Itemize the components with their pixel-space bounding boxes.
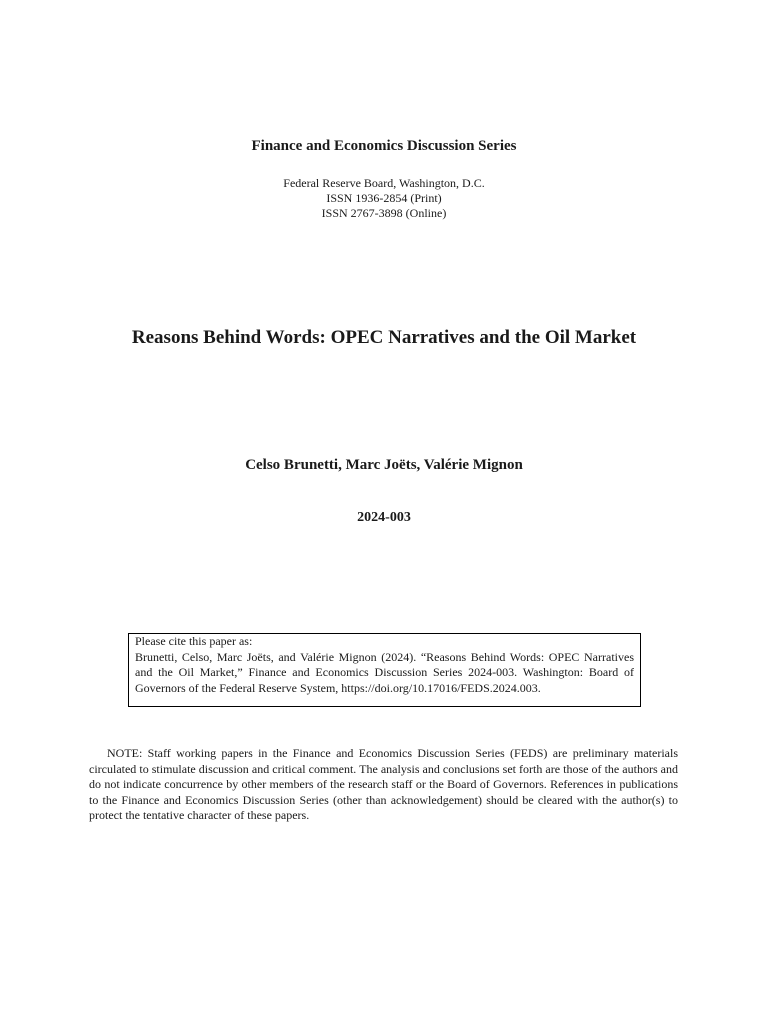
issn-print-line: ISSN 1936-2854 (Print) xyxy=(326,191,442,205)
citation-box xyxy=(128,633,641,707)
paper-title: Reasons Behind Words: OPEC Narratives and the Oil Market xyxy=(131,327,637,348)
publication-info xyxy=(0,176,768,221)
series-title: Finance and Economics Discussion Series xyxy=(251,138,517,154)
publisher-line: Federal Reserve Board, Washington, D.C. xyxy=(283,176,485,190)
paper-authors: Celso Brunetti, Marc Joëts, Valérie Mignon xyxy=(245,457,523,473)
issn-online-line: ISSN 2767-3898 (Online) xyxy=(321,206,447,220)
citation-label: Please cite this paper as: xyxy=(135,634,253,648)
paper-number: 2024-003 xyxy=(357,510,411,525)
disclaimer-note: NOTE: Staff working papers in the Finance and Economics Discussion Series (FEDS) are preliminary materials circulated to stimulate discussion and critical comment. The analysis and conclusions set forth are those of the authors and do not indicate concurrence by other members of the research staff or the Board of Governors. References in publications to the Finance and Economics Discussion Series (other than acknowledgement) should be cleared with the author(s) to protect the tentative character of these papers. xyxy=(89,746,678,823)
citation-text: Brunetti, Celso, Marc Joëts, and Valérie Mignon (2024). “Reasons Behind Words: OPEC Narratives and the Oil Market,” Finance and Economics Discussion Series 2024-003. Washington: Board of Governors of the Federal Reserve System, https://doi.org/10.17016/FEDS.2024.003. xyxy=(135,649,634,695)
